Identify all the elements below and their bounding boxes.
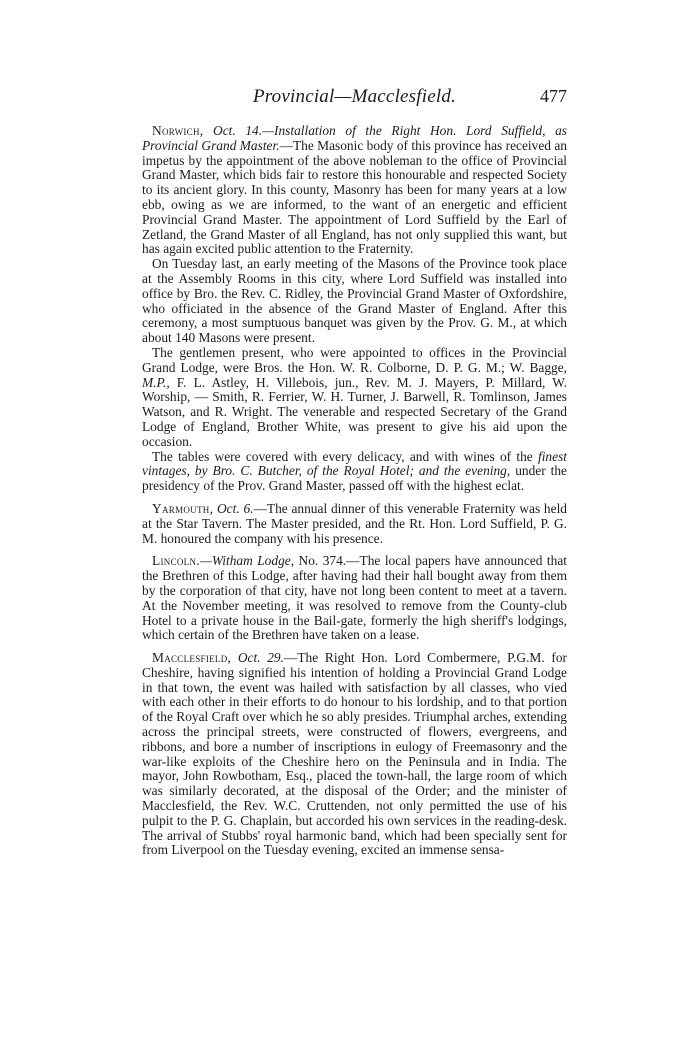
page-header: [142, 86, 567, 114]
section-title: Installation of the Right Hon. Lord Suffield, as Provincial Grand Master.: [142, 123, 568, 153]
page-number: 477: [540, 86, 567, 106]
italic-text: finest vintages, by Bro. C. Butcher, of the Royal Hotel; and the evening,: [142, 448, 567, 479]
place-name: Macclesfield,: [152, 650, 232, 666]
paragraph-text: under the presidency of the Prov. Grand Master, passed off with the highest eclat.: [142, 463, 567, 494]
paragraph-norwich: [142, 124, 567, 257]
section-title: —Witham Lodge,: [199, 553, 295, 569]
place-name: Lincoln.: [152, 553, 200, 569]
paragraph-text: No. 374.—The local papers have announced that the Brethren of this Lodge, after having had their hall bought away from them by the corporation of that city, have not long been content to meet at a tavern. At the November meeting, it was resolved to remove from the County-club Hotel to a private house in the Bail-gate, formerly the high sheriff's lodgings, which certain of the Brethren have taken on a lease.: [142, 553, 568, 643]
paragraph-text: The tables were covered with every delicacy, and with wines of the: [152, 448, 538, 464]
paragraph-gentlemen: [142, 346, 567, 450]
paragraph-tables: [142, 450, 567, 494]
place-name: Yarmouth,: [152, 500, 214, 516]
paragraph-tuesday: [142, 257, 567, 346]
paragraph-text: , F. L. Astley, H. Villebois, jun., Rev. M. J. Mayers, P. Millard, W. Worship, — Smith, R. Ferrier, W. H. Turner, J. Barwell, R. Tomlinson, James Watson, and R. Wright. The venerable and respected Secretary of the Grand Lodge of England, Brother White, was present to give his aid upon the occasion.: [142, 374, 567, 449]
dateline: Oct. 6.: [213, 500, 254, 516]
paragraph-text: The gentlemen present, who were appointed to offices in the Provincial Grand Lodge, were Bros. the Hon. W. R. Colborne, D. P. G. M.; W. Bagge,: [142, 344, 567, 375]
paragraph-text: —The Masonic body of this province has received an impetus by the appointment of the above nobleman to the office of Provincial Grand Master, which bids fair to restore this honourable and respected Society to its ancient glory. In this county, Masonry has been for many years at a low ebb, owing as we are informed, to the want of an energetic and efficient Provincial Grand Master. The appointment of Lord Suffield by the Earl of Zetland, the Grand Master of all England, has not only supplied this want, but has again excited public attention to the Fraternity.: [142, 137, 567, 257]
paragraph-yarmouth: [142, 502, 567, 546]
page-body: [142, 124, 567, 858]
place-name: Norwich,: [152, 123, 204, 138]
paragraph-text: —The Right Hon. Lord Combermere, P.G.M. for Cheshire, having signified his intention of holding a Provincial Grand Lodge in that town, the event was hailed with satisfaction by all classes, who vied with each other in their efforts to do honour to his lordship, and to that portion of the Royal Craft over which he so ably presides. Triumphal arches, extending across the principal streets, were constructed of flowers, evergreens, and ribbons, and bore a number of inscriptions in eulogy of Freemasonry and the war-like exploits of the Cheshire hero on the Peninsula and in India. The mayor, John Rowbotham, Esq., placed the town-hall, the large room of which was similarly decorated, at the disposal of the Order; and the minister of Macclesfield, the Rev. W.C. Cruttenden, not only permitted the use of his pulpit to the P. G. Chaplain, but accorded his own services in the reading-desk. The arrival of Stubbs' royal harmonic band, which had been specially sent for from Liverpool on the Tuesday evening, excited an immense sensa-: [142, 650, 567, 858]
italic-text: M.P.: [142, 374, 167, 390]
running-title: Provincial—Macclesfield.: [252, 86, 456, 107]
dateline: Oct. 29.: [231, 650, 284, 666]
paragraph-lincoln: [142, 554, 567, 643]
paragraph-text: —The annual dinner of this venerable Fraternity was held at the Star Tavern. The Master presided, and the Rt. Hon. Lord Suffield, P. G. M. honoured the company with his presence.: [142, 500, 567, 546]
paragraph-text: On Tuesday last, an early meeting of the Masons of the Province took place at the Assembly Rooms in this city, where Lord Suffield was installed into office by Bro. the Rev. C. Ridley, the Provincial Grand Master of Oxfordshire, who officiated in the absence of the Grand Master of England. After this ceremony, a most sumptuous banquet was given by the Prov. G. M., at which about 140 Masons were present.: [142, 256, 567, 346]
dateline: Oct. 14.—: [203, 123, 274, 138]
paragraph-macclesfield: [142, 651, 567, 858]
